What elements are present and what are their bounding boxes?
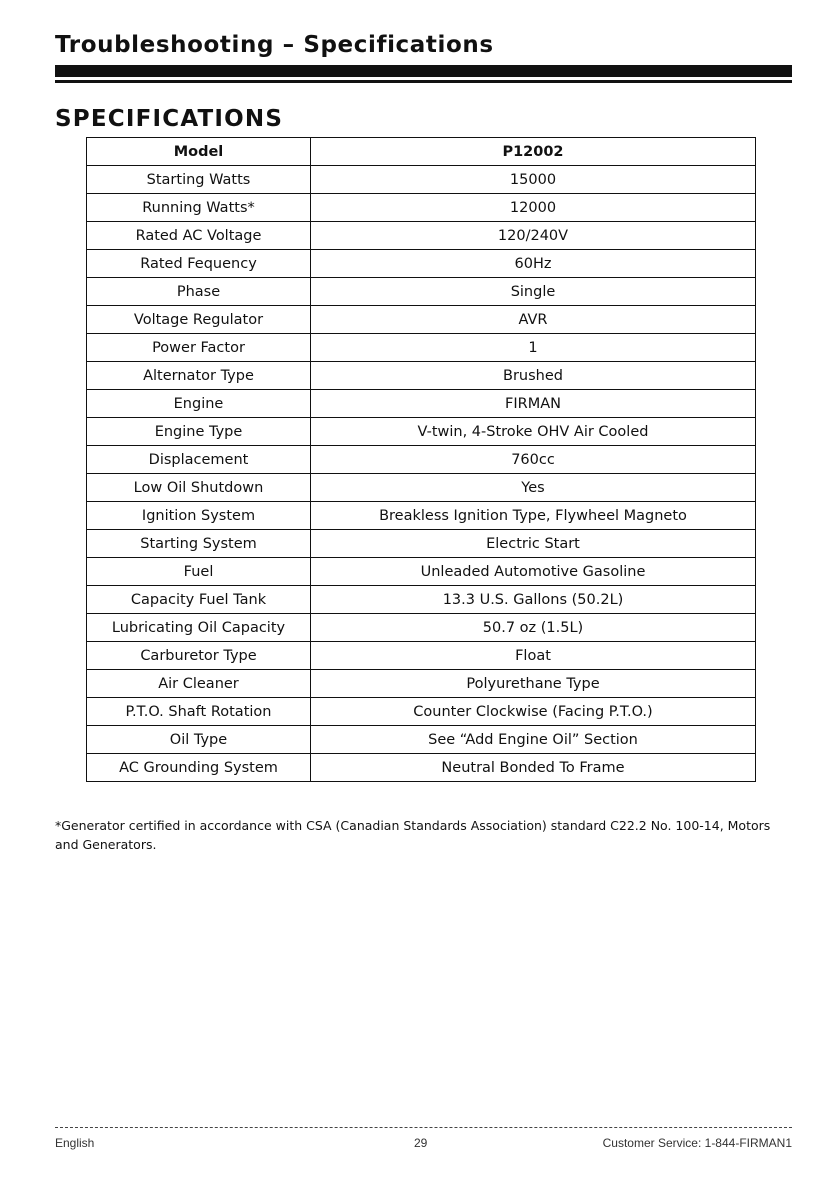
table-row [87, 306, 756, 334]
spec-value: 60Hz [311, 250, 756, 278]
header-divider-thin [55, 80, 792, 83]
spec-label: Fuel [87, 558, 311, 586]
spec-value: Counter Clockwise (Facing P.T.O.) [311, 698, 756, 726]
spec-label: Engine Type [87, 418, 311, 446]
spec-label: Power Factor [87, 334, 311, 362]
table-row [87, 754, 756, 782]
spec-label: Starting Watts [87, 166, 311, 194]
spec-value: See “Add Engine Oil” Section [311, 726, 756, 754]
spec-label: Rated AC Voltage [87, 222, 311, 250]
table-row [87, 390, 756, 418]
spec-value: 12000 [311, 194, 756, 222]
spec-value: Neutral Bonded To Frame [311, 754, 756, 782]
table-row [87, 418, 756, 446]
spec-value: AVR [311, 306, 756, 334]
spec-label: Ignition System [87, 502, 311, 530]
table-row [87, 474, 756, 502]
spec-label: Carburetor Type [87, 642, 311, 670]
table-row [87, 250, 756, 278]
table-row [87, 726, 756, 754]
spec-value: 1 [311, 334, 756, 362]
specifications-table [86, 137, 756, 782]
spec-value: 760cc [311, 446, 756, 474]
spec-value: Electric Start [311, 530, 756, 558]
spec-label: Alternator Type [87, 362, 311, 390]
spec-value: 15000 [311, 166, 756, 194]
spec-label: Running Watts* [87, 194, 311, 222]
footnote: *Generator certified in accordance with CSA (Canadian Standards Association) standard C22.2 No. 100-14, Motors and Generators. [55, 818, 771, 852]
table-row [87, 362, 756, 390]
table-row [87, 446, 756, 474]
spec-value: 50.7 oz (1.5L) [311, 614, 756, 642]
spec-value: Single [311, 278, 756, 306]
spec-label: Engine [87, 390, 311, 418]
spec-value: V-twin, 4-Stroke OHV Air Cooled [311, 418, 756, 446]
spec-label: Oil Type [87, 726, 311, 754]
page-header-title: Troubleshooting – Specifications [55, 32, 494, 58]
table-row [87, 670, 756, 698]
table-row [87, 194, 756, 222]
footer-language: English [55, 1136, 95, 1150]
spec-value: Float [311, 642, 756, 670]
model-label: Model [87, 138, 311, 166]
spec-label: Phase [87, 278, 311, 306]
table-row [87, 558, 756, 586]
table-row [87, 502, 756, 530]
table-row [87, 530, 756, 558]
spec-label: Low Oil Shutdown [87, 474, 311, 502]
table-header-row [87, 138, 756, 166]
footer-divider [55, 1127, 792, 1128]
spec-value: Brushed [311, 362, 756, 390]
spec-value: Unleaded Automotive Gasoline [311, 558, 756, 586]
spec-value: Polyurethane Type [311, 670, 756, 698]
spec-value: 13.3 U.S. Gallons (50.2L) [311, 586, 756, 614]
table-row [87, 586, 756, 614]
table-row [87, 166, 756, 194]
spec-label: Starting System [87, 530, 311, 558]
table-row [87, 222, 756, 250]
spec-label: P.T.O. Shaft Rotation [87, 698, 311, 726]
spec-label: Rated Fequency [87, 250, 311, 278]
spec-value: FIRMAN [311, 390, 756, 418]
spec-value: Breakless Ignition Type, Flywheel Magneto [311, 502, 756, 530]
table-row [87, 642, 756, 670]
section-title: SPECIFICATIONS [55, 106, 284, 132]
spec-label: Voltage Regulator [87, 306, 311, 334]
footer-page-number: 29 [414, 1136, 428, 1150]
spec-label: Lubricating Oil Capacity [87, 614, 311, 642]
spec-value: 120/240V [311, 222, 756, 250]
header-divider-thick [55, 65, 792, 77]
spec-label: Capacity Fuel Tank [87, 586, 311, 614]
spec-label: Displacement [87, 446, 311, 474]
table-row [87, 334, 756, 362]
table-row [87, 278, 756, 306]
footer-customer-service: Customer Service: 1-844-FIRMAN1 [602, 1136, 792, 1150]
spec-value: Yes [311, 474, 756, 502]
spec-label: AC Grounding System [87, 754, 311, 782]
model-value: P12002 [311, 138, 756, 166]
spec-label: Air Cleaner [87, 670, 311, 698]
table-row [87, 698, 756, 726]
table-row [87, 614, 756, 642]
